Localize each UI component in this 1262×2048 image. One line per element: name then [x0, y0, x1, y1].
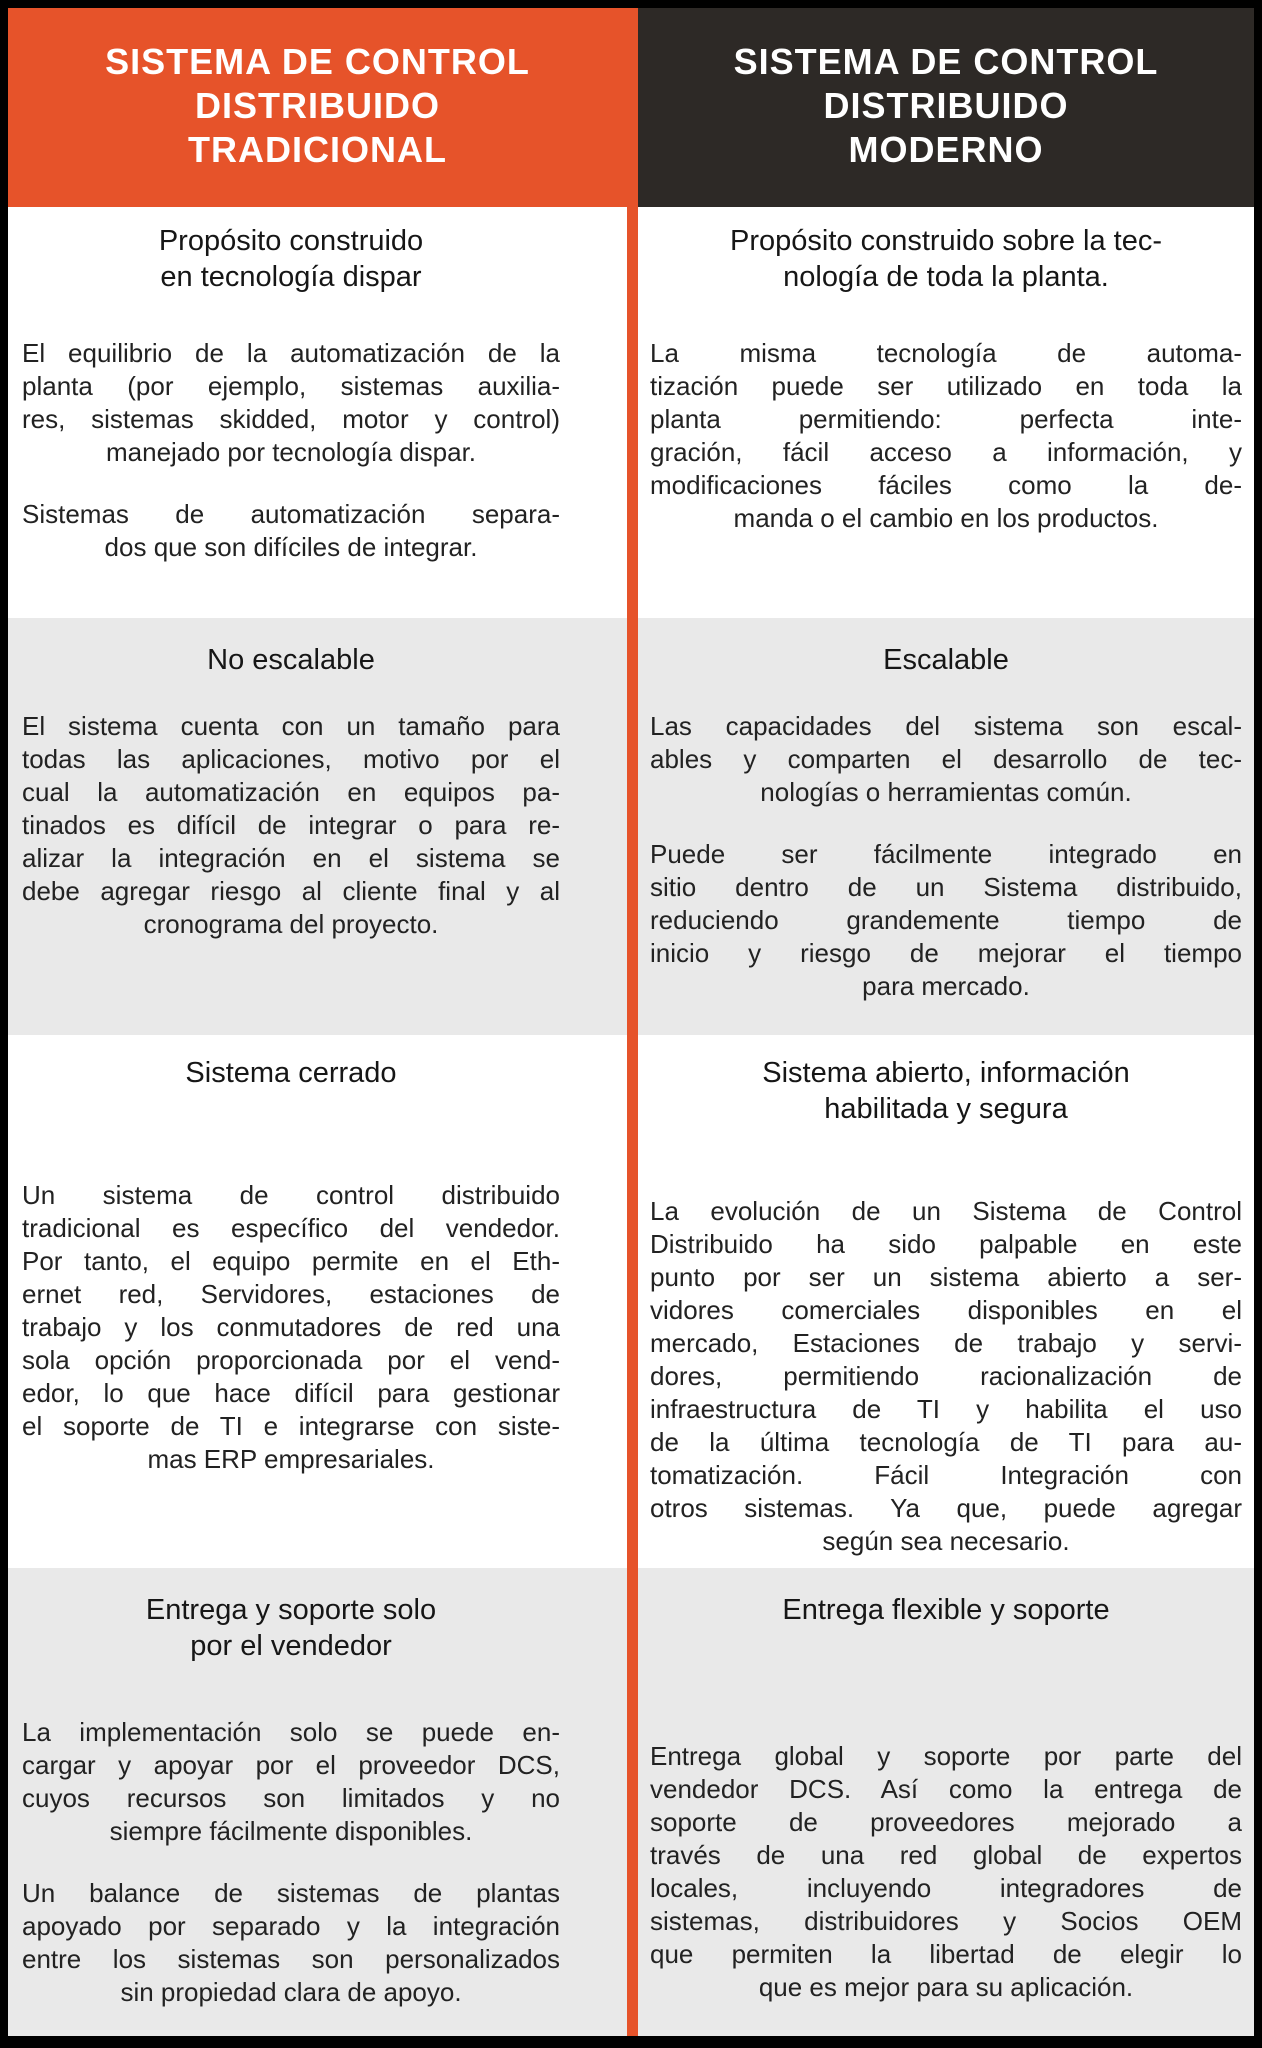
section-heading-proposito-left — [22, 223, 560, 295]
section-heading-apertura-left — [22, 1055, 560, 1091]
text-line: manejado por tecnología dispar. — [105, 437, 477, 467]
text-line: en tecnología dispar — [160, 261, 422, 293]
paragraph — [22, 710, 560, 941]
text-line: Entrega y soporte solo — [145, 1594, 437, 1626]
text-line: para mercado. — [862, 971, 1030, 1001]
text-line: que es mejor para su aplicación. — [758, 1972, 1134, 2002]
section-apertura — [8, 1035, 1254, 1568]
text-line: trabajo y los conmutadores de red una — [22, 1312, 560, 1342]
text-line: La evolución de un Sistema de Control — [650, 1196, 1242, 1226]
text-line: sin propiedad clara de apoyo. — [120, 1977, 462, 2007]
text-line: Un sistema de control distribuido — [22, 1180, 560, 1210]
text-line: Por tanto, el equipo permite en el Eth- — [22, 1246, 560, 1276]
text-line: nología de toda la planta. — [783, 261, 1109, 293]
text-line: Propósito construido sobre la tec- — [730, 225, 1162, 257]
paragraph — [650, 838, 1242, 1003]
text-line: punto por ser un sistema abierto a ser- — [650, 1262, 1242, 1292]
text-line: El sistema cuenta con un tamaño para — [22, 711, 560, 741]
section-body-escalabilidad-left — [22, 710, 560, 941]
text-line: por el vendedor — [190, 1630, 392, 1662]
text-line: La implementación solo se puede en- — [22, 1717, 560, 1747]
text-line: mercado, Estaciones de trabajo y servi- — [650, 1328, 1242, 1358]
text-line: res, sistemas skidded, motor y control) — [22, 404, 560, 434]
text-line: entre los sistemas son personalizados — [22, 1944, 560, 1974]
text-line: DISTRIBUIDO — [195, 85, 440, 126]
text-line: Las capacidades del sistema son escal- — [650, 711, 1242, 741]
text-line: gración, fácil acceso a información, y — [650, 437, 1242, 467]
column-header-modern — [638, 8, 1254, 207]
text-line: No escalable — [207, 644, 375, 676]
paragraph — [22, 1179, 560, 1476]
column-title-traditional — [18, 40, 617, 172]
text-line: tinados es difícil de integrar o para re- — [22, 810, 560, 840]
text-line: según sea necesario. — [822, 1526, 1070, 1556]
text-line: planta permitiendo: perfecta inte- — [650, 404, 1242, 434]
section-proposito-left — [8, 207, 627, 618]
text-line: alizar la integración en el sistema se — [22, 843, 560, 873]
text-line: cual la automatización en equipos pa- — [22, 777, 560, 807]
text-line: ernet red, Servidores, estaciones de — [22, 1279, 560, 1309]
column-divider — [627, 1568, 638, 2036]
text-line: Sistema abierto, información — [762, 1057, 1130, 1089]
section-entrega — [8, 1568, 1254, 2036]
text-line: TRADICIONAL — [188, 129, 447, 170]
text-line: infraestructura de TI y habilita el uso — [650, 1394, 1242, 1424]
text-line: el soporte de TI e integrarse con siste- — [22, 1411, 560, 1441]
section-heading-entrega-left — [22, 1592, 560, 1664]
text-line: Escalable — [883, 644, 1009, 676]
text-line: todas las aplicaciones, motivo por el — [22, 744, 560, 774]
column-divider — [627, 1035, 638, 1568]
text-line: Sistema cerrado — [185, 1057, 397, 1089]
paragraph — [650, 1740, 1242, 2004]
text-line: Sistemas de automatización separa- — [22, 499, 560, 529]
text-line: Un balance de sistemas de plantas — [22, 1878, 560, 1908]
section-apertura-right — [638, 1035, 1254, 1568]
paragraph — [22, 337, 560, 469]
section-body-apertura-left — [22, 1179, 560, 1476]
section-entrega-right — [638, 1568, 1254, 2036]
section-body-proposito-right — [650, 337, 1242, 535]
column-header-traditional — [8, 8, 627, 207]
paragraph — [22, 498, 560, 564]
column-divider — [627, 207, 638, 618]
text-line: Puede ser fácilmente integrado en — [650, 839, 1242, 869]
section-heading-entrega-right — [650, 1592, 1242, 1628]
text-line: sitio dentro de un Sistema distribuido, — [650, 872, 1242, 902]
section-apertura-left — [8, 1035, 627, 1568]
text-line: apoyado por separado y la integración — [22, 1911, 560, 1941]
text-line: planta (por ejemplo, sistemas auxilia- — [22, 371, 560, 401]
section-body-apertura-right — [650, 1195, 1242, 1558]
text-line: MODERNO — [848, 129, 1044, 170]
text-line: locales, incluyendo integradores de — [650, 1873, 1242, 1903]
section-heading-escalabilidad-right — [650, 642, 1242, 678]
comparison-table — [8, 8, 1254, 2036]
text-line: Distribuido ha sido palpable en este — [650, 1229, 1242, 1259]
section-proposito — [8, 207, 1254, 618]
text-line: que permiten la libertad de elegir lo — [650, 1939, 1242, 1969]
section-entrega-left — [8, 1568, 627, 2036]
text-line: cargar y apoyar por el proveedor DCS, — [22, 1750, 560, 1780]
text-line: inicio y riesgo de mejorar el tiempo — [650, 938, 1242, 968]
text-line: SISTEMA DE CONTROL — [105, 41, 530, 82]
text-line: El equilibrio de la automatización de la — [22, 338, 560, 368]
text-line: SISTEMA DE CONTROL — [733, 41, 1159, 82]
text-line: cronograma del proyecto. — [143, 909, 439, 939]
text-line: través de una red global de expertos — [650, 1840, 1242, 1870]
text-line: tomatización. Fácil Integración con — [650, 1460, 1242, 1490]
text-line: sola opción proporcionada por el vend- — [22, 1345, 560, 1375]
section-body-entrega-right — [650, 1740, 1242, 2004]
section-heading-escalabilidad-left — [22, 642, 560, 678]
text-line: soporte de proveedores mejorado a — [650, 1807, 1242, 1837]
paragraph — [22, 1716, 560, 1848]
section-escalabilidad-left — [8, 618, 627, 1035]
text-line: vidores comerciales disponibles en el — [650, 1295, 1242, 1325]
text-line: debe agregar riesgo al cliente final y al — [22, 876, 560, 906]
section-body-proposito-left — [22, 337, 560, 564]
text-line: manda o el cambio en los productos. — [733, 503, 1159, 533]
text-line: dores, permitiendo racionalización de — [650, 1361, 1242, 1391]
paragraph — [650, 337, 1242, 535]
text-line: tradicional es específico del vendedor. — [22, 1213, 560, 1243]
text-line: dos que son difíciles de integrar. — [104, 532, 478, 562]
text-line: Propósito construido — [158, 225, 424, 257]
text-line: vendedor DCS. Así como la entrega de — [650, 1774, 1242, 1804]
column-divider — [627, 8, 638, 207]
text-line: Entrega flexible y soporte — [782, 1594, 1110, 1626]
text-line: siempre fácilmente disponibles. — [109, 1816, 473, 1846]
text-line: Entrega global y soporte por parte del — [650, 1741, 1242, 1771]
text-line: tización puede ser utilizado en toda la — [650, 371, 1242, 401]
text-line: sistemas, distribuidores y Socios OEM — [650, 1906, 1242, 1936]
text-line: otros sistemas. Ya que, puede agregar — [650, 1493, 1242, 1523]
text-line: edor, lo que hace difícil para gestionar — [22, 1378, 560, 1408]
column-title-modern — [648, 40, 1244, 172]
text-line: La misma tecnología de automa- — [650, 338, 1242, 368]
text-line: nologías o herramientas común. — [760, 777, 1132, 807]
section-escalabilidad — [8, 618, 1254, 1035]
section-escalabilidad-right — [638, 618, 1254, 1035]
text-line: modificaciones fáciles como la de- — [650, 470, 1242, 500]
column-divider — [627, 618, 638, 1035]
text-line: mas ERP empresariales. — [147, 1444, 435, 1474]
text-line: ables y comparten el desarrollo de tec- — [650, 744, 1242, 774]
section-body-entrega-left — [22, 1716, 560, 2009]
text-line: reduciendo grandemente tiempo de — [650, 905, 1242, 935]
section-proposito-right — [638, 207, 1254, 618]
section-heading-proposito-right — [650, 223, 1242, 295]
text-line: DISTRIBUIDO — [823, 85, 1069, 126]
header-row — [8, 8, 1254, 207]
text-line: habilitada y segura — [824, 1093, 1068, 1125]
section-body-escalabilidad-right — [650, 710, 1242, 1003]
paragraph — [650, 710, 1242, 809]
section-heading-apertura-right — [650, 1055, 1242, 1127]
paragraph — [650, 1195, 1242, 1558]
text-line: de la última tecnología de TI para au- — [650, 1427, 1242, 1457]
text-line: cuyos recursos son limitados y no — [22, 1783, 560, 1813]
paragraph — [22, 1877, 560, 2009]
